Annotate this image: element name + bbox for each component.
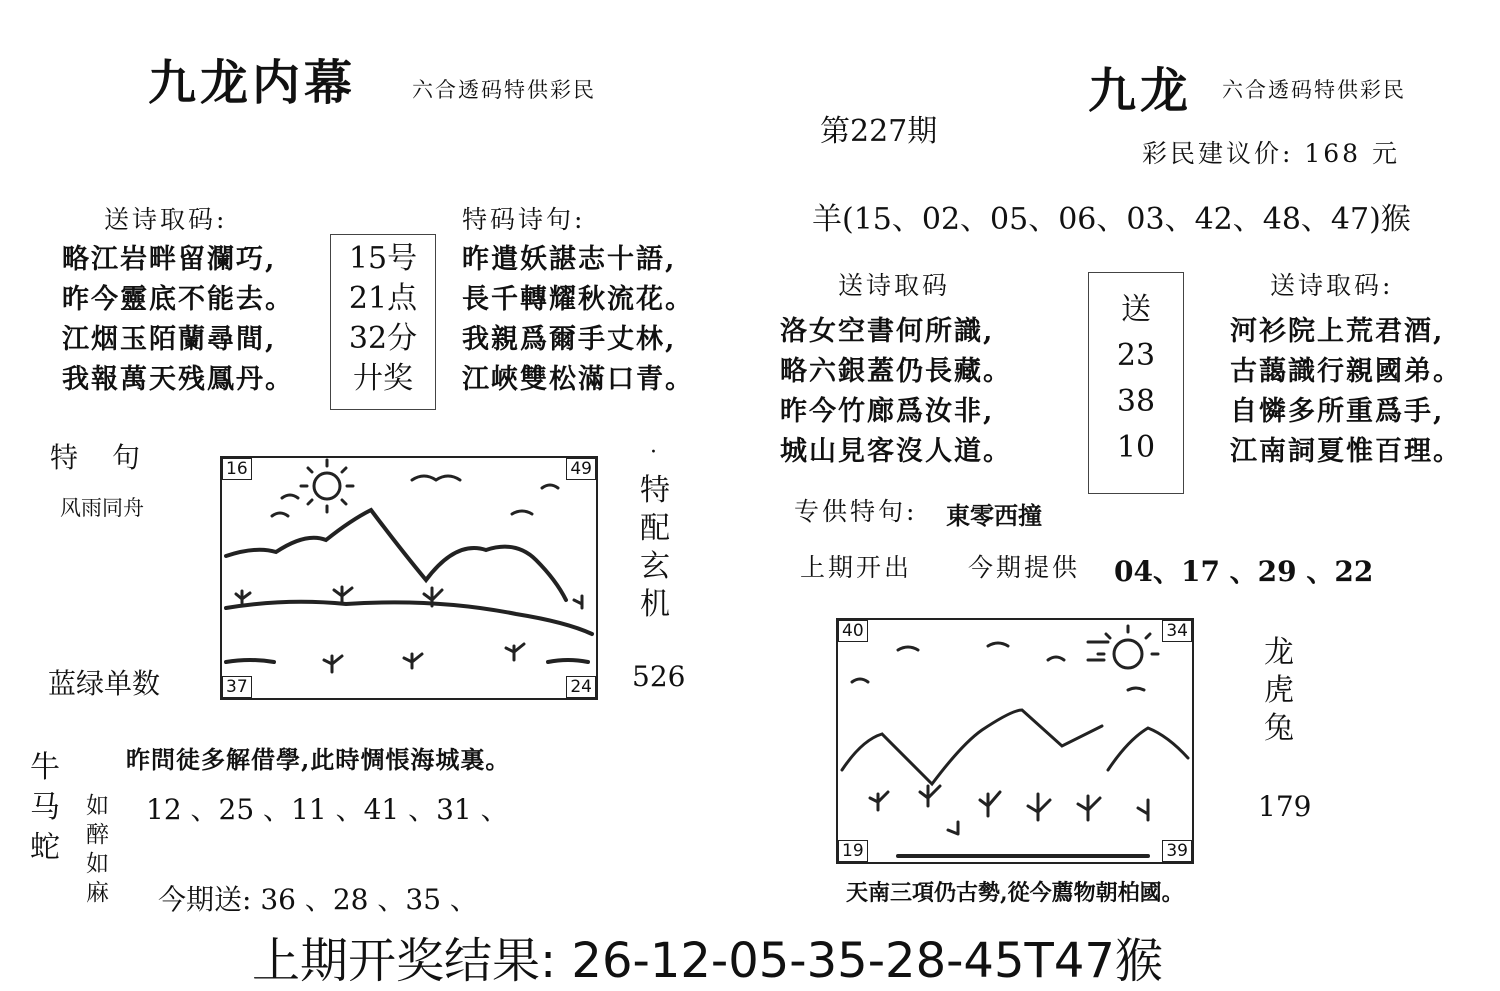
animals-vertical xyxy=(30,748,64,868)
center-box-line: 32分 xyxy=(348,321,418,356)
left-landscape-picture xyxy=(220,456,598,700)
picture-corner-top-left: 16 xyxy=(222,458,252,480)
right-subtitle: 六合透码特供彩民 xyxy=(1222,78,1406,102)
vertical-char: 特 xyxy=(640,473,670,508)
vertical-char: 醉 xyxy=(86,822,109,848)
left-center-box xyxy=(330,234,436,410)
right-numbers-line: 羊(15、02、05、06、03、42、48、47)猴 xyxy=(812,202,1411,237)
right-poem-line: 江南詞夏惟百理。 xyxy=(1230,436,1462,467)
right-caption: 天南三項仍古勢,從今薦物朝柏國。 xyxy=(846,880,1184,906)
right-poem-line: 洛女空書何所識, xyxy=(780,316,995,347)
picture-corner-top-right: 49 xyxy=(566,458,596,480)
phrase-vertical xyxy=(86,792,112,908)
left-line-poem: 昨問徒多解借學,此時惆悵海城裏。 xyxy=(126,745,511,774)
color-label: 蓝绿单数 xyxy=(48,667,161,700)
right-title: 九龙 xyxy=(1088,63,1193,119)
left-side-number: 526 xyxy=(632,660,686,693)
picture-corner-top-right: 34 xyxy=(1162,620,1192,642)
center-box-line: 38 xyxy=(1116,384,1156,419)
tema-poem-line: 昨遣妖諶志十語, xyxy=(462,244,677,275)
center-box-line: 廾奖 xyxy=(353,361,413,396)
left-subtitle: 六合透码特供彩民 xyxy=(412,78,596,102)
side-dot: · xyxy=(650,440,657,465)
right-poem-line: 自憐多所重爲手, xyxy=(1230,396,1445,427)
vertical-char: 马 xyxy=(30,790,60,825)
right-poem-line: 城山見客沒人道。 xyxy=(780,436,1012,467)
landscape-drawing xyxy=(838,620,1192,862)
picture-corner-bottom-right: 24 xyxy=(566,676,596,698)
left-poem-line: 昨今靈底不能去。 xyxy=(62,284,294,315)
vertical-char: 牛 xyxy=(30,750,60,785)
last-label: 上期开出 xyxy=(800,553,913,582)
right-poem-label-b: 送诗取码: xyxy=(1270,271,1394,300)
right-poem-a xyxy=(780,312,1012,472)
center-box-line: 送 xyxy=(1121,292,1151,327)
vertical-char: 玄 xyxy=(640,549,670,584)
right-landscape-picture xyxy=(836,618,1194,864)
right-poem-line: 古藹識行親國弟。 xyxy=(1230,356,1462,387)
center-box-line: 21点 xyxy=(348,281,418,316)
picture-corner-bottom-right: 39 xyxy=(1162,840,1192,862)
right-poem-line: 略六銀蓋仍長藏。 xyxy=(780,356,1012,387)
special-label: 专供特句: xyxy=(794,497,918,526)
center-box-line: 23 xyxy=(1116,338,1156,373)
right-poem-b xyxy=(1230,312,1462,472)
vertical-char: 机 xyxy=(640,587,670,622)
today-numbers: 04、17 、29 、22 xyxy=(1114,555,1374,588)
right-center-box xyxy=(1088,272,1184,494)
tema-poem-line: 長千轉耀秋流花。 xyxy=(462,284,694,315)
last-draw-result: 上期开奖结果: 26-12-05-35-28-45T47猴 xyxy=(252,933,1163,989)
left-today-line: 今期送: 36 、28 、35 、 xyxy=(158,883,478,916)
vertical-char: 如 xyxy=(86,851,109,877)
te-ju-value: 风雨同舟 xyxy=(60,496,144,520)
landscape-drawing xyxy=(222,458,596,698)
vertical-char: 麻 xyxy=(86,880,109,906)
vertical-char: 兔 xyxy=(1264,711,1294,746)
left-poem xyxy=(62,240,294,400)
tema-poem-line: 江峽雙松滿口青。 xyxy=(462,364,694,395)
right-side-vertical xyxy=(1264,634,1298,748)
left-poem-label: 送诗取码: xyxy=(104,205,228,234)
vertical-char: 虎 xyxy=(1264,673,1294,708)
left-poem-line: 略江岩畔留瀾巧, xyxy=(62,244,277,275)
left-numbers-line: 12 、25 、11 、41 、31 、 xyxy=(146,793,509,826)
tema-poem xyxy=(462,240,694,400)
vertical-char: 如 xyxy=(86,793,109,819)
picture-corner-bottom-left: 19 xyxy=(838,840,868,862)
special-value: 東零西撞 xyxy=(946,501,1042,530)
today-label: 今期提供 xyxy=(968,553,1081,582)
tema-label: 特码诗句: xyxy=(462,205,586,234)
right-poem-line: 昨今竹廊爲汝非, xyxy=(780,396,995,427)
vertical-char: 蛇 xyxy=(30,830,60,865)
price: 彩民建议价: 168 元 xyxy=(1142,139,1401,168)
issue-number: 第227期 xyxy=(820,114,938,149)
left-title: 九龙内幕 xyxy=(148,55,357,111)
left-poem-line: 我報萬天残鳳丹。 xyxy=(62,364,294,395)
right-side-number: 179 xyxy=(1258,790,1312,823)
right-poem-line: 河衫院上荒君酒, xyxy=(1230,316,1445,347)
left-poem-line: 江烟玉陌蘭尋間, xyxy=(62,324,277,355)
left-side-vertical xyxy=(640,472,674,624)
vertical-char: 配 xyxy=(640,511,670,546)
picture-corner-bottom-left: 37 xyxy=(222,676,252,698)
center-box-line: 10 xyxy=(1116,430,1156,465)
tema-poem-line: 我親爲爾手丈林, xyxy=(462,324,677,355)
te-ju-label: 特 句 xyxy=(50,441,144,474)
picture-corner-top-left: 40 xyxy=(838,620,868,642)
center-box-line: 15号 xyxy=(348,241,418,276)
vertical-char: 龙 xyxy=(1264,635,1294,670)
right-poem-label-a: 送诗取码 xyxy=(838,271,951,300)
